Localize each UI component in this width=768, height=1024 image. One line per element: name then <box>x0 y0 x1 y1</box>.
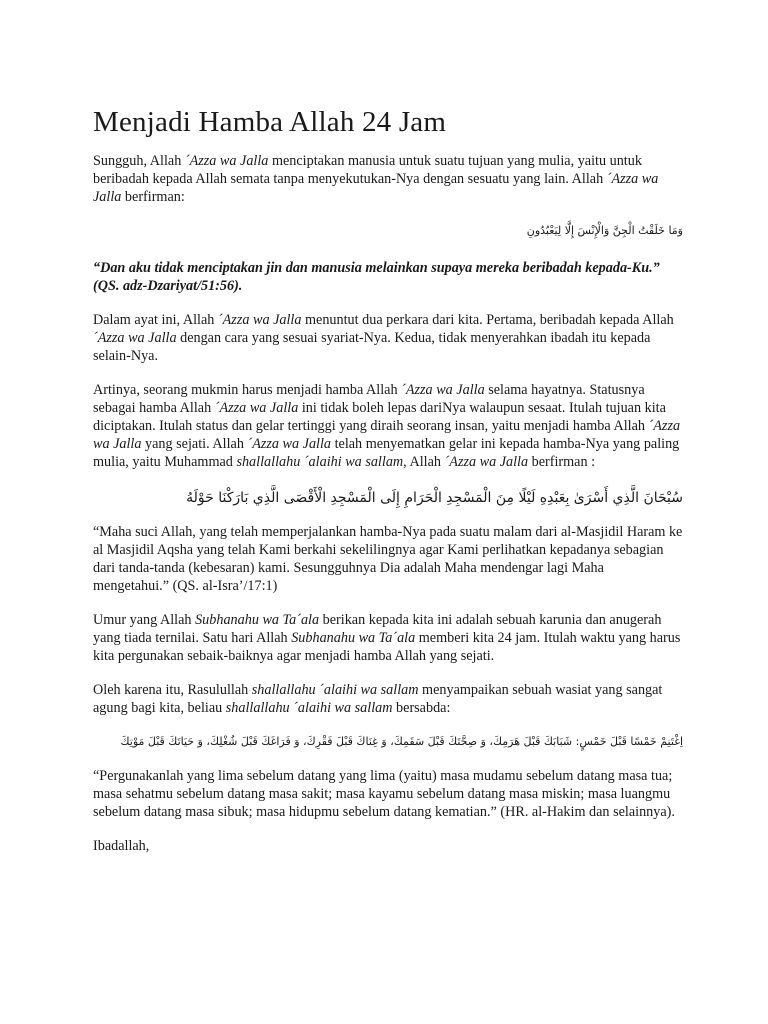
paragraph-lifetime: Umur yang Allah Subhanahu wa Ta´ala berikan kepada kita ini adalah sebuah karunia dan anugerah yang tiada ternilai. Satu hari Allah Subhanahu wa Ta´ala memberi kita 24 jam. Itulah waktu yang harus kita pergunakan sebaik-baiknya agar menjadi hamba Allah yang sejati. <box>93 612 681 664</box>
closing-line: Ibadallah, <box>93 838 150 854</box>
paragraph-wasiat: Oleh karena itu, Rasulullah shallallahu ´alaihi wa sallam menyampaikan sebuah wasiat yang sangat agung bagi kita, beliau shallallahu ´alaihi wa sallam bersabda: <box>93 682 663 716</box>
arabic-verse-al-isra: سُبْحَانَ الَّذِي أَسْرَىٰ بِعَبْدِهِ لَيْلًا مِنَ الْمَسْجِدِ الْحَرَامِ إِلَى الْمَسْجِدِ الْأَقْصَى الَّذِي بَارَكْنَا حَوْلَهُ <box>186 490 683 506</box>
verse-translation-al-isra: “Maha suci Allah, yang telah memperjalankan hamba-Nya pada suatu malam dari al-Masjidil Haram ke al Masjidil Aqsha yang telah Kami berkahi sekelilingnya agar Kami perlihatkan kepadanya sebagian dari tanda-tanda (kebesaran) kami. Sesungguhnya Dia adalah Maha mendengar lagi Maha mengetahui.” (QS. al-Isra’/17:1) <box>93 524 683 594</box>
article-body <box>93 152 683 871</box>
paragraph-intro: Sungguh, Allah ´Azza wa Jalla menciptakan manusia untuk suatu tujuan yang mulia, yaitu untuk beribadah kepada Allah semata tanpa menyekutukan-Nya dengan sesuatu yang lain. Allah ´Azza wa Jalla berfirman: <box>93 153 659 205</box>
hadith-translation: “Pergunakanlah yang lima sebelum datang yang lima (yaitu) masa mudamu sebelum datang masa tua; masa sehatmu sebelum datang masa sakit; masa kayamu sebelum datang masa miskin; masa luangmu sebelum datang masa sibuk; masa hidupmu sebelum datang kematian.” (HR. al-Hakim dan selainnya). <box>93 768 675 820</box>
arabic-hadith: اِغْتَنِمْ خَمْسًا قَبْلَ خَمْسٍ: شَبَابَكَ قَبْلَ هَرَمِكَ، وَ صِحَّتَكَ قَبْلَ سَقَمِكَ، وَ غِنَاكَ قَبْلَ فَقْرِكَ، وَ فَرَاغَكَ قَبْلَ شُغْلِكَ، وَ حَيَاتَكَ قَبْلَ مَوْتِكَ <box>120 735 683 748</box>
paragraph-two-matters: Dalam ayat ini, Allah ´Azza wa Jalla menuntut dua perkara dari kita. Pertama, beribadah kepada Allah ´Azza wa Jalla dengan cara yang sesuai syariat-Nya. Kedua, tidak menyerahkan ibadah itu kepada selain-Nya. <box>93 312 674 364</box>
arabic-verse-adz-dzariyat: وَمَا خَلَقْتُ الْجِنَّ وَالْإِنْسَ إِلَّا لِيَعْبُدُونِ <box>526 224 683 237</box>
page-title: Menjadi Hamba Allah 24 Jam <box>93 106 447 138</box>
paragraph-servant-status: Artinya, seorang mukmin harus menjadi hamba Allah ´Azza wa Jalla selama hayatnya. Statusnya sebagai hamba Allah ´Azza wa Jalla ini tidak boleh lepas dariNya walaupun sesaat. Itulah tujuan kita diciptakan. Itulah status dan gelar tertinggi yang diraih seorang insan, yaitu menjadi hamba Allah ´Azza wa Jalla yang sejati. Allah ´Azza wa Jalla telah menyematkan gelar ini kepada hamba-Nya yang paling mulia, yaitu Muhammad shallallahu ´alaihi wa sallam, Allah ´Azza wa Jalla berfirman : <box>93 382 681 470</box>
verse-translation-adz-dzariyat: “Dan aku tidak menciptakan jin dan manusia melainkan supaya mereka beribadah kepada-Ku.” (QS. adz-Dzariyat/51:56). <box>93 260 660 294</box>
